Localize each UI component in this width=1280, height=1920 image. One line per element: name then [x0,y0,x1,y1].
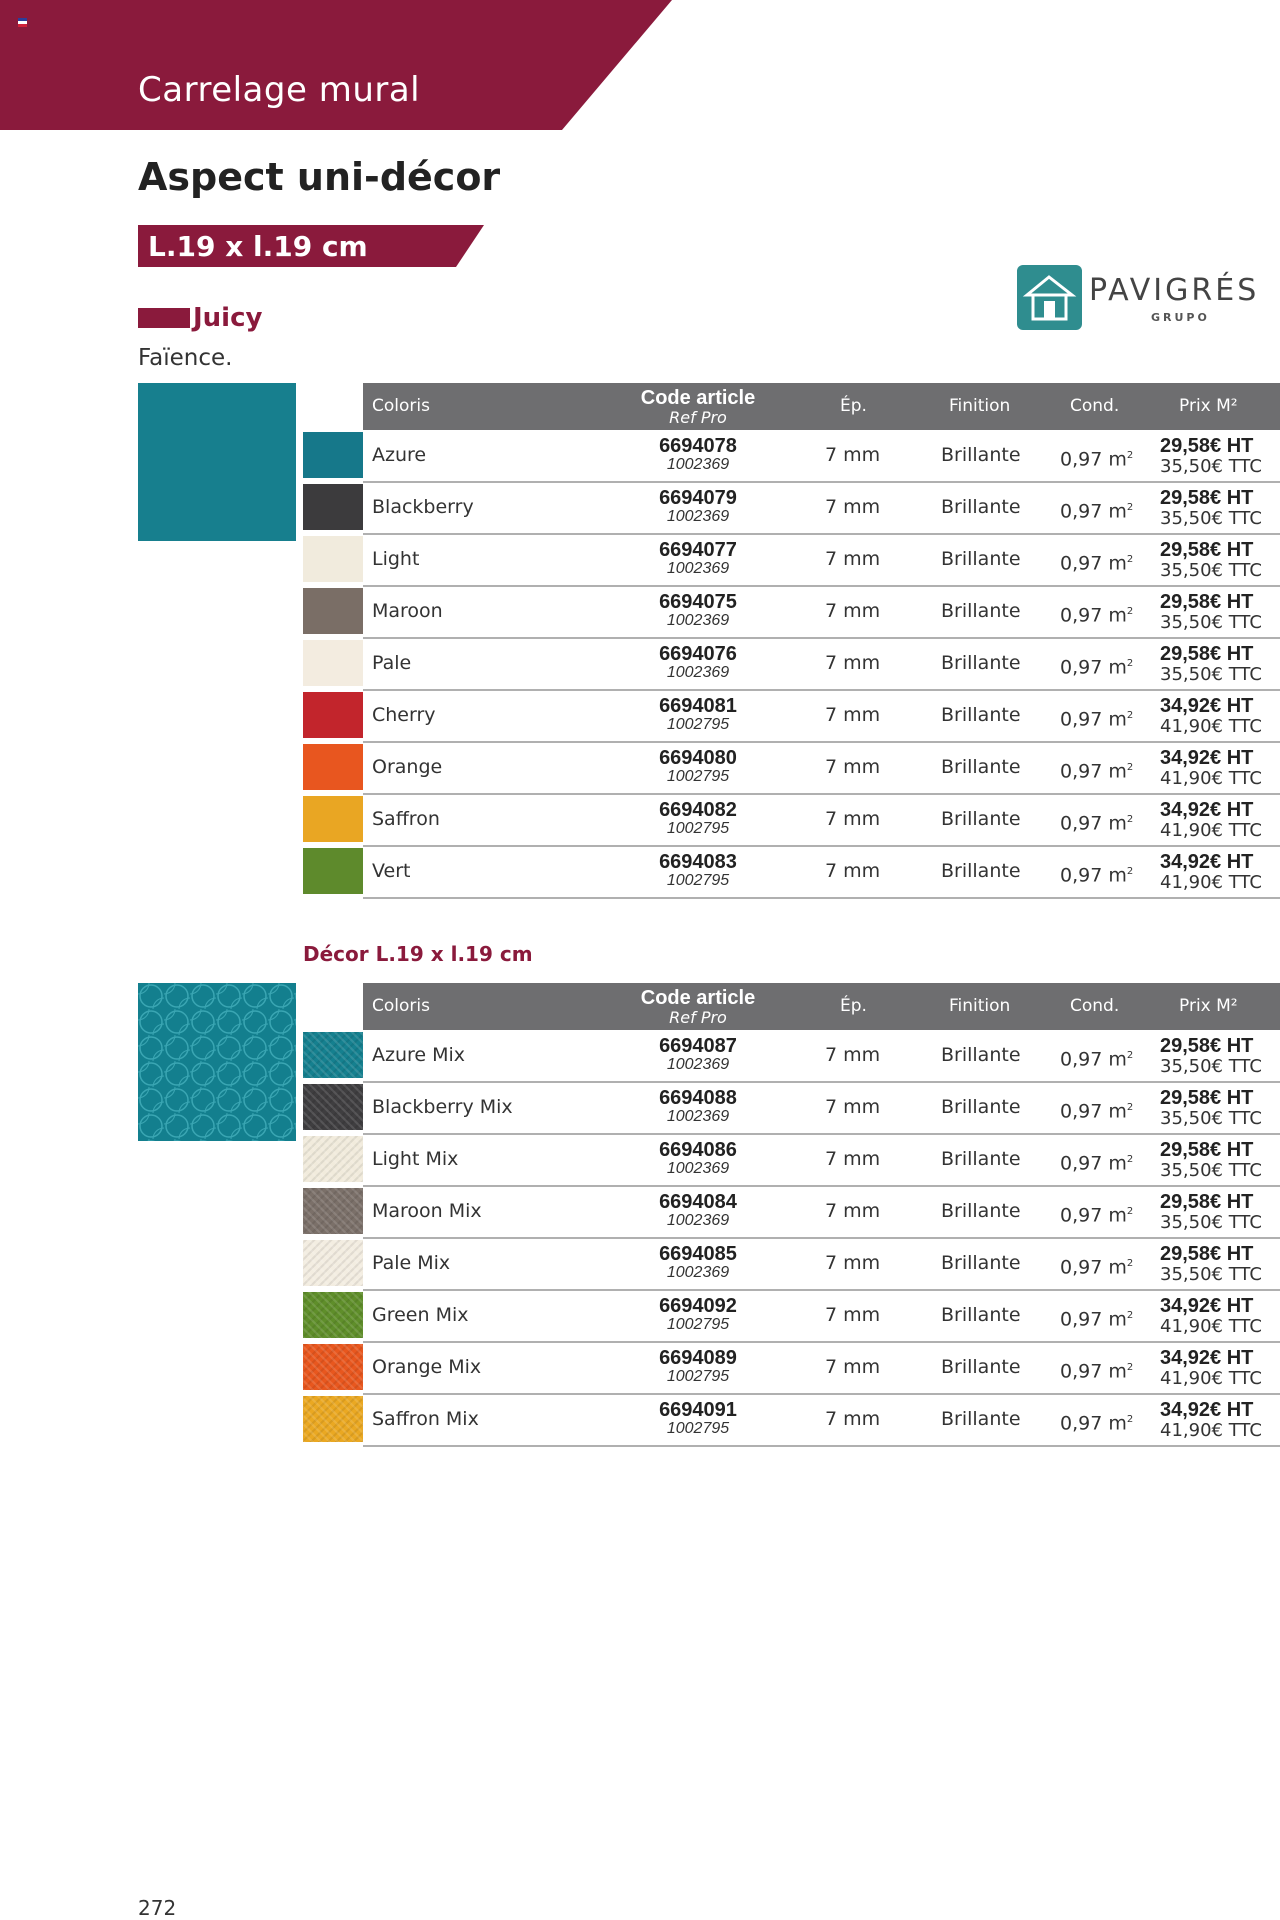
packaging: 0,97 $m^2$ [1060,708,1134,731]
article-code: 6694092 1002795 [659,1295,737,1333]
size-label: L.19 x l.19 cm [148,230,368,263]
coloris-name: Light Mix [372,1148,459,1170]
packaging: 0,97 $m^2$ [1060,1152,1134,1175]
packaging: 0,97 $m^2$ [1060,448,1134,471]
finish: Brillante [941,756,1021,778]
finish: Brillante [941,444,1021,466]
thickness: 7 mm [825,600,881,622]
col-prix: Prix M² [1179,996,1238,1016]
coloris-name: Green Mix [372,1304,469,1326]
article-code: 6694089 1002795 [659,1347,737,1385]
color-swatch [303,484,363,530]
price: 29,58€ HT 35,50€ TTC [1160,1191,1262,1233]
col-finition: Finition [949,396,1011,416]
finish: Brillante [941,1148,1021,1170]
article-code: 6694087 1002369 [659,1035,737,1073]
price: 29,58€ HT 35,50€ TTC [1160,1139,1262,1181]
table-row [303,534,1280,586]
price: 34,92€ HT 41,90€ TTC [1160,1347,1262,1389]
finish: Brillante [941,496,1021,518]
thickness: 7 mm [825,1252,881,1274]
color-swatch [303,848,363,894]
table-row [303,794,1280,846]
price: 29,58€ HT 35,50€ TTC [1160,1243,1262,1285]
thickness: 7 mm [825,652,881,674]
article-code: 6694078 1002369 [659,435,737,473]
table-row [303,1238,1280,1290]
collection-name: Juicy [193,303,263,333]
col-coloris: Coloris [372,996,430,1016]
finish: Brillante [941,1356,1021,1378]
color-swatch [303,1240,363,1286]
coloris-name: Orange [372,756,443,778]
color-swatch [303,588,363,634]
thickness: 7 mm [825,1148,881,1170]
brand-sub: GRUPO [1151,311,1210,324]
col-finition: Finition [949,996,1011,1016]
thickness: 7 mm [825,496,881,518]
coloris-name: Azure [372,444,427,466]
article-code: 6694080 1002795 [659,747,737,785]
finish: Brillante [941,1044,1021,1066]
packaging: 0,97 $m^2$ [1060,656,1134,679]
coloris-name: Saffron Mix [372,1408,479,1430]
packaging: 0,97 $m^2$ [1060,1360,1134,1383]
color-swatch [303,1188,363,1234]
article-code: 6694075 1002369 [659,591,737,629]
table-row [303,1394,1280,1446]
price: 34,92€ HT 41,90€ TTC [1160,747,1262,789]
article-code: 6694077 1002369 [659,539,737,577]
finish: Brillante [941,1200,1021,1222]
price: 29,58€ HT 35,50€ TTC [1160,1035,1262,1077]
color-swatch [303,1344,363,1390]
coloris-name: Blackberry Mix [372,1096,513,1118]
article-code: 6694076 1002369 [659,643,737,681]
thickness: 7 mm [825,444,881,466]
color-swatch [303,796,363,842]
article-code: 6694086 1002369 [659,1139,737,1177]
table-row [303,690,1280,742]
price: 29,58€ HT 35,50€ TTC [1160,591,1262,633]
col-prix: Prix M² [1179,396,1238,416]
price: 29,58€ HT 35,50€ TTC [1160,487,1262,529]
table-row [303,1290,1280,1342]
coloris-name: Cherry [372,704,436,726]
article-code: 6694083 1002795 [659,851,737,889]
thickness: 7 mm [825,1304,881,1326]
color-swatch [303,1136,363,1182]
article-code: 6694079 1002369 [659,487,737,525]
collection-marker [138,308,190,328]
coloris-name: Saffron [372,808,440,830]
coloris-name: Orange Mix [372,1356,482,1378]
finish: Brillante [941,1304,1021,1326]
finish: Brillante [941,652,1021,674]
finish: Brillante [941,704,1021,726]
col-ep: Ép. [840,996,867,1016]
color-swatch [303,692,363,738]
article-code: 6694084 1002369 [659,1191,737,1229]
color-swatch [303,640,363,686]
finish: Brillante [941,1096,1021,1118]
packaging: 0,97 $m^2$ [1060,552,1134,575]
col-ep: Ép. [840,396,867,416]
article-code: 6694085 1002369 [659,1243,737,1281]
coloris-name: Azure Mix [372,1044,466,1066]
page-number: 272 [138,1896,177,1920]
finish: Brillante [941,600,1021,622]
thickness: 7 mm [825,1200,881,1222]
coloris-name: Maroon [372,600,443,622]
col-code: Code article Ref Pro [640,387,756,427]
color-swatch [303,1032,363,1078]
product-table-plain [303,383,1280,898]
packaging: 0,97 $m^2$ [1060,604,1134,627]
color-swatch [303,536,363,582]
col-code: Code article Ref Pro [640,987,756,1027]
coloris-name: Blackberry [372,496,474,518]
material-label: Faïence. [138,345,233,371]
thickness: 7 mm [825,1356,881,1378]
page-header-title: Carrelage mural [138,70,421,110]
finish: Brillante [941,808,1021,830]
brand-name: PAVIGRÉS [1089,273,1260,308]
coloris-name: Light [372,548,420,570]
flag-icon [18,18,27,27]
coloris-name: Vert [372,860,411,882]
article-code: 6694082 1002795 [659,799,737,837]
finish: Brillante [941,1252,1021,1274]
price: 34,92€ HT 41,90€ TTC [1160,1295,1262,1337]
thickness: 7 mm [825,1096,881,1118]
table-row [303,1186,1280,1238]
col-coloris: Coloris [372,396,430,416]
price: 29,58€ HT 35,50€ TTC [1160,539,1262,581]
thickness: 7 mm [825,756,881,778]
table-row [303,430,1280,482]
packaging: 0,97 $m^2$ [1060,812,1134,835]
price: 34,92€ HT 41,90€ TTC [1160,851,1262,893]
table-row [303,1030,1280,1082]
header-banner [0,0,1280,130]
table-row [303,1342,1280,1394]
finish: Brillante [941,548,1021,570]
packaging: 0,97 $m^2$ [1060,760,1134,783]
price: 29,58€ HT 35,50€ TTC [1160,435,1262,477]
price: 29,58€ HT 35,50€ TTC [1160,643,1262,685]
decor-title: Décor L.19 x l.19 cm [303,942,533,966]
color-swatch [303,432,363,478]
table-header [363,983,1280,1030]
coloris-name: Maroon Mix [372,1200,482,1222]
table-row [303,1082,1280,1134]
col-cond: Cond. [1070,996,1120,1016]
coloris-name: Pale Mix [372,1252,451,1274]
thickness: 7 mm [825,704,881,726]
thickness: 7 mm [825,1044,881,1066]
coloris-name: Pale [372,652,412,674]
table-row [303,846,1280,898]
color-swatch [303,1292,363,1338]
price: 34,92€ HT 41,90€ TTC [1160,695,1262,737]
article-code: 6694081 1002795 [659,695,737,733]
table-row [303,482,1280,534]
packaging: 0,97 $m^2$ [1060,500,1134,523]
packaging: 0,97 $m^2$ [1060,1100,1134,1123]
packaging: 0,97 $m^2$ [1060,1048,1134,1071]
col-cond: Cond. [1070,396,1120,416]
finish: Brillante [941,860,1021,882]
table-row [303,1134,1280,1186]
color-swatch [303,744,363,790]
table-row [303,638,1280,690]
table-row [303,586,1280,638]
finish: Brillante [941,1408,1021,1430]
size-band [138,225,484,267]
article-code: 6694088 1002369 [659,1087,737,1125]
product-table-decor [303,983,1280,1446]
thickness: 7 mm [825,548,881,570]
color-swatch [303,1396,363,1442]
price: 34,92€ HT 41,90€ TTC [1160,799,1262,841]
color-swatch [303,1084,363,1130]
packaging: 0,97 $m^2$ [1060,1308,1134,1331]
thickness: 7 mm [825,1408,881,1430]
thickness: 7 mm [825,808,881,830]
section-title: Aspect uni-décor [138,155,501,199]
packaging: 0,97 $m^2$ [1060,1256,1134,1279]
thickness: 7 mm [825,860,881,882]
product-image-decor [138,983,296,1141]
house-icon [1017,265,1082,330]
table-header [363,383,1280,430]
article-code: 6694091 1002795 [659,1399,737,1437]
product-image-plain [138,383,296,541]
packaging: 0,97 $m^2$ [1060,864,1134,887]
table-row [303,742,1280,794]
collection-heading [138,303,262,333]
price: 34,92€ HT 41,90€ TTC [1160,1399,1262,1441]
packaging: 0,97 $m^2$ [1060,1412,1134,1435]
packaging: 0,97 $m^2$ [1060,1204,1134,1227]
price: 29,58€ HT 35,50€ TTC [1160,1087,1262,1129]
